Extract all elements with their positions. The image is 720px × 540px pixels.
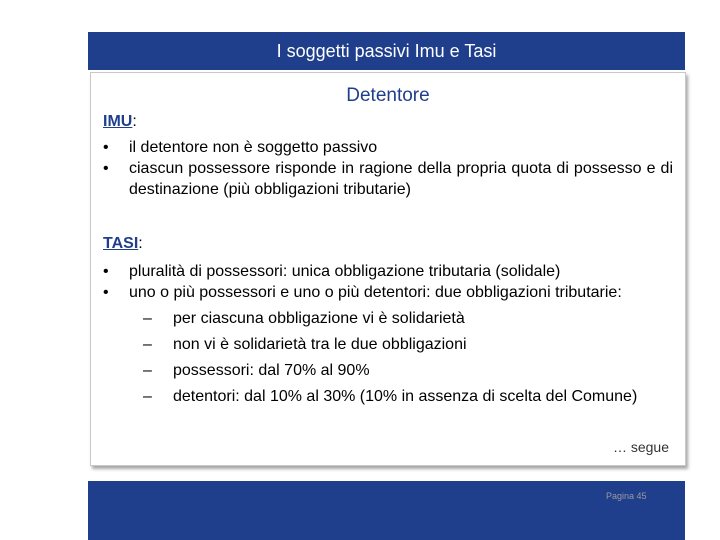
dash-icon: – (143, 388, 152, 405)
tasi-colon: : (138, 235, 143, 252)
tasi-subitem-text: detentori: dal 10% al 30% (10% in assenza di scelta del Comune) (173, 388, 638, 405)
continues-note: … segue (612, 439, 669, 455)
sub-list-item (143, 360, 673, 381)
content-box (90, 72, 686, 466)
imu-colon: : (132, 113, 137, 130)
slide-title: I soggetti passivi Imu e Tasi (276, 40, 497, 61)
footer-bar (88, 481, 685, 540)
tasi-keyword: TASI (103, 235, 139, 252)
imu-keyword: IMU (103, 113, 133, 130)
dash-icon: – (143, 362, 152, 379)
sub-list-item (143, 308, 673, 329)
page-number: Pagina 45 (606, 491, 647, 501)
tasi-item-text: pluralità di possessori: unica obbligazione tributaria (solidale) (129, 263, 561, 280)
tasi-item-text: uno o più possessori e uno o più detentori: due obbligazioni tributarie: (129, 284, 622, 301)
imu-list (103, 137, 673, 200)
list-item (103, 261, 673, 282)
bullet-icon: • (103, 284, 109, 301)
dash-icon: – (143, 310, 152, 327)
tasi-sublist (129, 308, 673, 407)
imu-item-text: ciascun possessore risponde in ragione della propria quota di possesso e di destinazione (più obbligazioni tributarie) (129, 160, 673, 198)
imu-item-text: il detentore non è soggetto passivo (129, 139, 378, 156)
bullet-icon: • (103, 160, 109, 177)
list-item (103, 282, 673, 407)
tasi-subitem-text: non vi è solidarietà tra le due obbligazioni (173, 336, 467, 353)
list-item (103, 137, 673, 158)
box-subtitle: Detentore (346, 85, 430, 106)
tasi-section-label (103, 235, 143, 253)
sub-list-item (143, 386, 673, 407)
imu-section-label (103, 113, 137, 131)
bullet-icon: • (103, 263, 109, 280)
tasi-subitem-text: possessori: dal 70% al 90% (173, 362, 370, 379)
sub-list-item (143, 334, 673, 355)
slide-title-bar (88, 32, 685, 70)
tasi-list (103, 261, 673, 407)
tasi-subitem-text: per ciascuna obbligazione vi è solidarietà (173, 310, 465, 327)
dash-icon: – (143, 336, 152, 353)
list-item (103, 158, 673, 200)
bullet-icon: • (103, 139, 109, 156)
